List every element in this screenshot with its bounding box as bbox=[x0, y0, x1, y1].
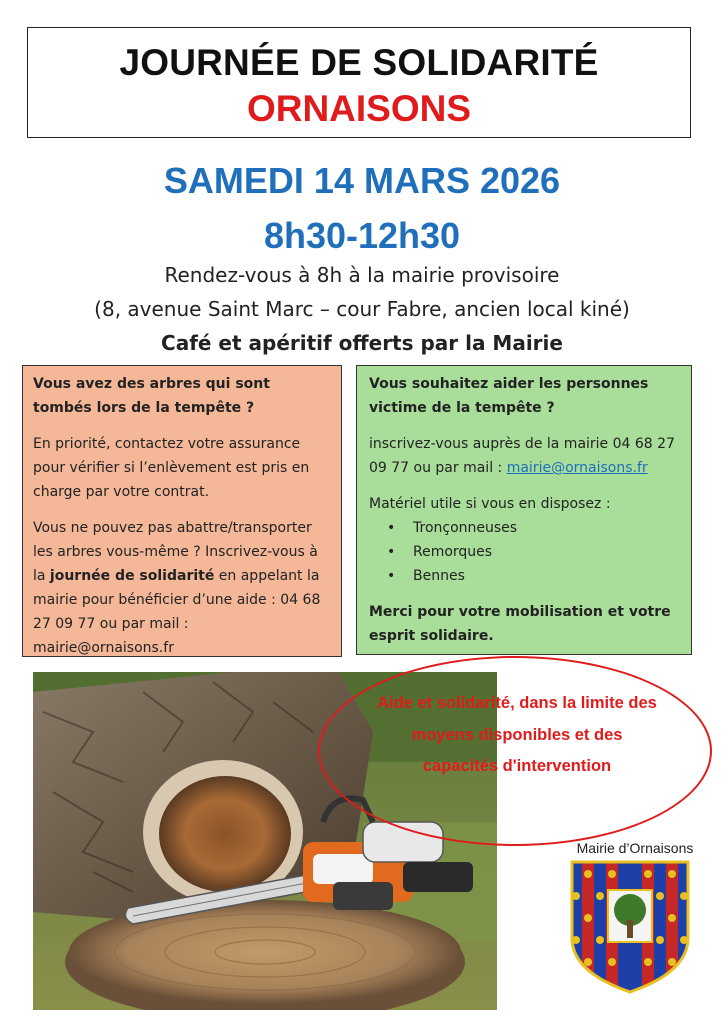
equipment-list bbox=[369, 516, 679, 588]
volunteer-heading: Vous souhaitez aider les personnes victime de la tempête ? bbox=[369, 376, 649, 416]
callout-text: Aide et solidarité, dans la limite des moyens disponibles et des capacités d'intervention bbox=[377, 694, 657, 775]
signup-text-start: Vous ne pouvez pas abattre/transporter les arbres vous-même ? Inscrivez-vous à la bbox=[33, 520, 318, 584]
signup-paragraph bbox=[33, 516, 331, 660]
town-name: ORNAISONS bbox=[246, 88, 472, 129]
insurance-paragraph: En priorité, contactez votre assurance pour vérifier si l’enlèvement est pris en charge par votre contrat. bbox=[33, 436, 310, 500]
bullet-icon: • bbox=[387, 520, 396, 536]
email-link[interactable]: mairie@ornaisons.fr bbox=[506, 460, 648, 476]
bullet-icon: • bbox=[387, 568, 396, 584]
event-date: SAMEDI 14 MARS 2026 bbox=[163, 160, 561, 201]
volunteer-signup-paragraph bbox=[369, 432, 679, 480]
title-box bbox=[27, 27, 691, 138]
volunteer-signup-text: inscrivez-vous auprès de la mairie 04 68 27 09 77 ou par mail : bbox=[369, 436, 675, 476]
refreshments-text: Café et apéritif offerts par la Mairie bbox=[161, 331, 563, 355]
volunteer-box bbox=[356, 365, 692, 655]
equipment-item: • Tronçonneuses bbox=[413, 516, 679, 540]
equipment-item: • Bennes bbox=[413, 564, 679, 588]
bullet-icon: • bbox=[387, 544, 396, 560]
equipment-intro: Matériel utile si vous en disposez : bbox=[369, 496, 611, 512]
address-text: (8, avenue Saint Marc – cour Fabre, ancien local kiné) bbox=[94, 297, 630, 321]
rendezvous-text: Rendez-vous à 8h à la mairie provisoire bbox=[164, 263, 560, 287]
equipment-item: • Remorques bbox=[413, 540, 679, 564]
crest-label: Mairie d’Ornaisons bbox=[576, 840, 694, 856]
solidarity-day-label: journée de solidarité bbox=[49, 568, 215, 584]
thanks-text: Merci pour votre mobilisation et votre esprit solidaire. bbox=[369, 604, 671, 644]
fallen-trees-heading: Vous avez des arbres qui sont tombés lors de la tempête ? bbox=[33, 376, 270, 416]
fallen-trees-box bbox=[22, 365, 342, 657]
signup-text-end: en appelant la mairie pour bénéficier d’une aide : 04 68 27 09 77 ou par mail : mairie@ornaisons.fr bbox=[33, 568, 321, 656]
poster-title: JOURNÉE DE SOLIDARITÉ bbox=[119, 42, 599, 83]
coat-of-arms-icon bbox=[570, 860, 690, 994]
event-hours: 8h30-12h30 bbox=[263, 215, 461, 256]
